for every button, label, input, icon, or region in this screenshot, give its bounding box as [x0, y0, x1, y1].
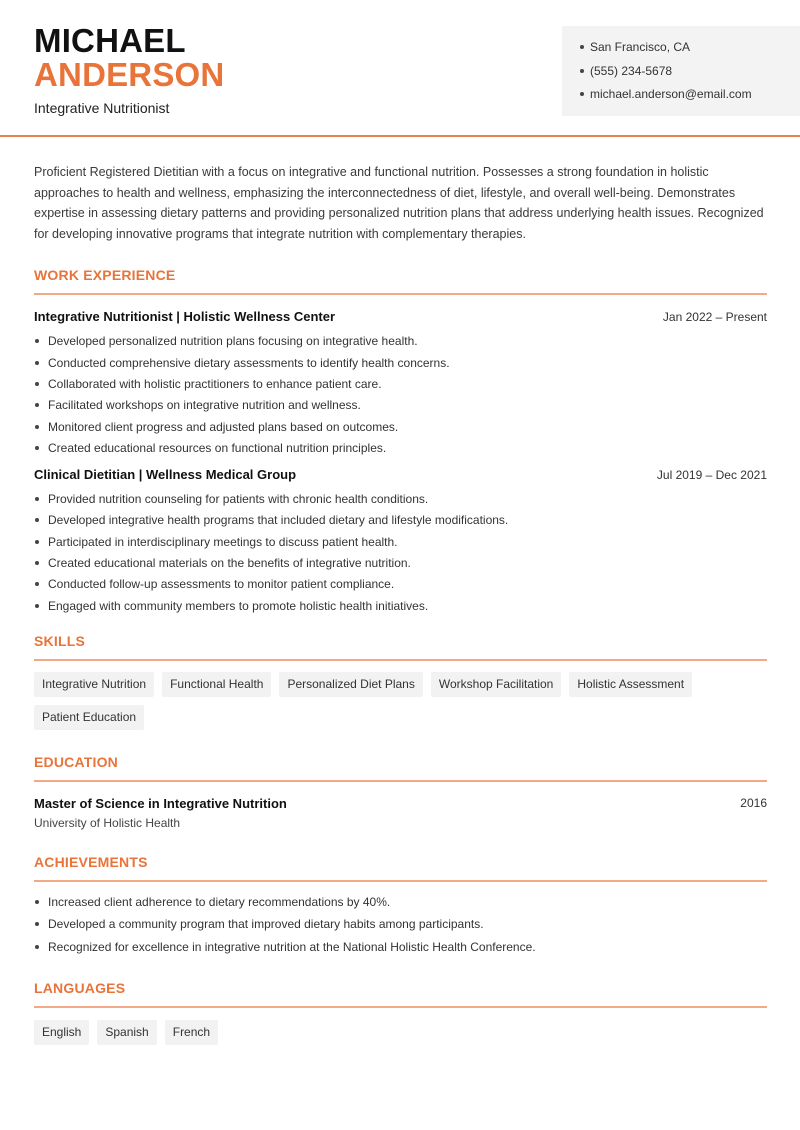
job-bullets	[34, 491, 767, 619]
section-title-work: WORK EXPERIENCE	[34, 267, 176, 284]
education-header	[34, 796, 767, 811]
bullet-text: Increased client adherence to dietary recommendations by 40%.	[48, 894, 391, 909]
bullet-icon	[35, 518, 39, 522]
list-item	[34, 440, 767, 461]
phone-text: (555) 234-5678	[590, 63, 673, 78]
achievements-section	[34, 854, 767, 962]
contact-email	[580, 86, 800, 110]
bullet-text: Developed personalized nutrition plans focusing on integrative health.	[48, 334, 418, 349]
job-heading: Integrative Nutritionist | Holistic Wellness Center	[34, 309, 336, 325]
bullet-text: Conducted comprehensive dietary assessments to identify health concerns.	[48, 355, 450, 370]
bullet-icon	[35, 922, 39, 926]
bullet-icon	[35, 604, 39, 608]
list-item	[34, 512, 767, 533]
list-item	[34, 894, 767, 917]
section-divider	[34, 880, 767, 882]
section-divider	[34, 293, 767, 295]
last-name: ANDERSON	[34, 56, 225, 93]
bullet-icon	[580, 69, 584, 73]
bullet-text: Provided nutrition counseling for patients with chronic health conditions.	[48, 492, 429, 507]
job-dates: Jul 2019 – Dec 2021	[656, 468, 767, 483]
bullet-text: Developed integrative health programs that included dietary and lifestyle modifications.	[48, 513, 509, 528]
job-bullets	[34, 333, 767, 461]
skill-tag: Personalized Diet Plans	[279, 672, 422, 697]
list-item	[34, 555, 767, 576]
bullet-text: Facilitated workshops on integrative nutrition and wellness.	[48, 398, 361, 413]
job-header	[34, 309, 767, 324]
graduation-year: 2016	[740, 795, 767, 810]
bullet-icon	[35, 497, 39, 501]
location-text: San Francisco, CA	[590, 40, 691, 54]
bullet-icon	[580, 92, 584, 96]
bullet-text: Participated in interdisciplinary meetings to discuss patient health.	[48, 534, 398, 549]
list-item	[34, 576, 767, 597]
list-item	[34, 419, 767, 440]
language-tags	[34, 1020, 767, 1045]
bullet-icon	[35, 582, 39, 586]
bullet-text: Recognized for excellence in integrative nutrition at the National Holistic Health Conference.	[48, 939, 536, 954]
list-item	[34, 916, 767, 939]
section-title-education: EDUCATION	[34, 753, 118, 770]
language-tag: Spanish	[97, 1020, 156, 1045]
skill-tag: Patient Education	[34, 705, 144, 730]
list-item	[34, 333, 767, 354]
list-item	[34, 491, 767, 512]
section-title-achievements: ACHIEVEMENTS	[34, 853, 148, 870]
bullet-icon	[580, 45, 584, 49]
skills-section	[34, 633, 767, 730]
bullet-icon	[35, 561, 39, 565]
bullet-text: Engaged with community members to promote holistic health initiatives.	[48, 598, 429, 613]
bullet-icon	[35, 339, 39, 343]
bullet-text: Collaborated with holistic practitioners to enhance patient care.	[48, 376, 382, 391]
languages-section	[34, 980, 767, 1045]
contact-box	[562, 26, 800, 116]
bullet-icon	[35, 446, 39, 450]
job-heading: Clinical Dietitian | Wellness Medical Group	[34, 467, 297, 483]
skill-tag: Workshop Facilitation	[431, 672, 562, 697]
email-text: michael.anderson@email.com	[590, 87, 752, 101]
bullet-icon	[35, 540, 39, 544]
contact-location	[580, 39, 800, 63]
job-title: Integrative Nutritionist	[34, 100, 170, 116]
school: University of Holistic Health	[34, 815, 181, 830]
list-item	[34, 598, 767, 619]
bullet-text: Monitored client progress and adjusted plans based on outcomes.	[48, 419, 399, 434]
degree: Master of Science in Integrative Nutrition	[34, 795, 287, 811]
section-divider	[34, 780, 767, 782]
achievement-bullets	[34, 894, 767, 962]
job-entry	[34, 467, 767, 619]
bullet-icon	[35, 382, 39, 386]
section-title-skills: SKILLS	[34, 632, 85, 649]
skill-tag: Holistic Assessment	[569, 672, 692, 697]
education-entry	[34, 796, 767, 830]
skill-tag: Functional Health	[162, 672, 271, 697]
list-item	[34, 939, 767, 962]
resume-body	[34, 162, 767, 1045]
education-section	[34, 754, 767, 830]
section-title-languages: LANGUAGES	[34, 980, 126, 997]
section-divider	[34, 659, 767, 661]
bullet-icon	[35, 425, 39, 429]
skills-tags	[34, 672, 767, 730]
bullet-icon	[35, 403, 39, 407]
job-dates: Jan 2022 – Present	[662, 310, 767, 325]
resume-header	[0, 0, 800, 137]
list-item	[34, 376, 767, 397]
work-section	[34, 267, 767, 619]
bullet-icon	[35, 361, 39, 365]
job-entry	[34, 309, 767, 461]
first-name: MICHAEL	[34, 22, 186, 59]
language-tag: English	[34, 1020, 89, 1045]
list-item	[34, 534, 767, 555]
bullet-text: Created educational materials on the benefits of integrative nutrition.	[48, 556, 411, 571]
list-item	[34, 355, 767, 376]
bullet-icon	[35, 945, 39, 949]
contact-phone	[580, 63, 800, 87]
job-header	[34, 467, 767, 482]
bullet-icon	[35, 900, 39, 904]
bullet-text: Conducted follow-up assessments to monitor patient compliance.	[48, 577, 395, 592]
language-tag: French	[165, 1020, 218, 1045]
bullet-text: Developed a community program that improved dietary habits among participants.	[48, 917, 484, 932]
bullet-text: Created educational resources on functional nutrition principles.	[48, 440, 387, 455]
list-item	[34, 397, 767, 418]
section-divider	[34, 1006, 767, 1008]
skill-tag: Integrative Nutrition	[34, 672, 154, 697]
summary: Proficient Registered Dietitian with a focus on integrative and functional nutrition. Possesses a strong foundation in holistic approaches to health and wellness, emphasizing the interconnectedness of diet, lifestyle, and overall well-being. Demonstrates expertise in assessing dietary patterns and providing personalized nutrition plans that address underlying health issues. Recognized for developing innovative programs that integrate nutrition with complementary therapies.	[34, 165, 764, 241]
